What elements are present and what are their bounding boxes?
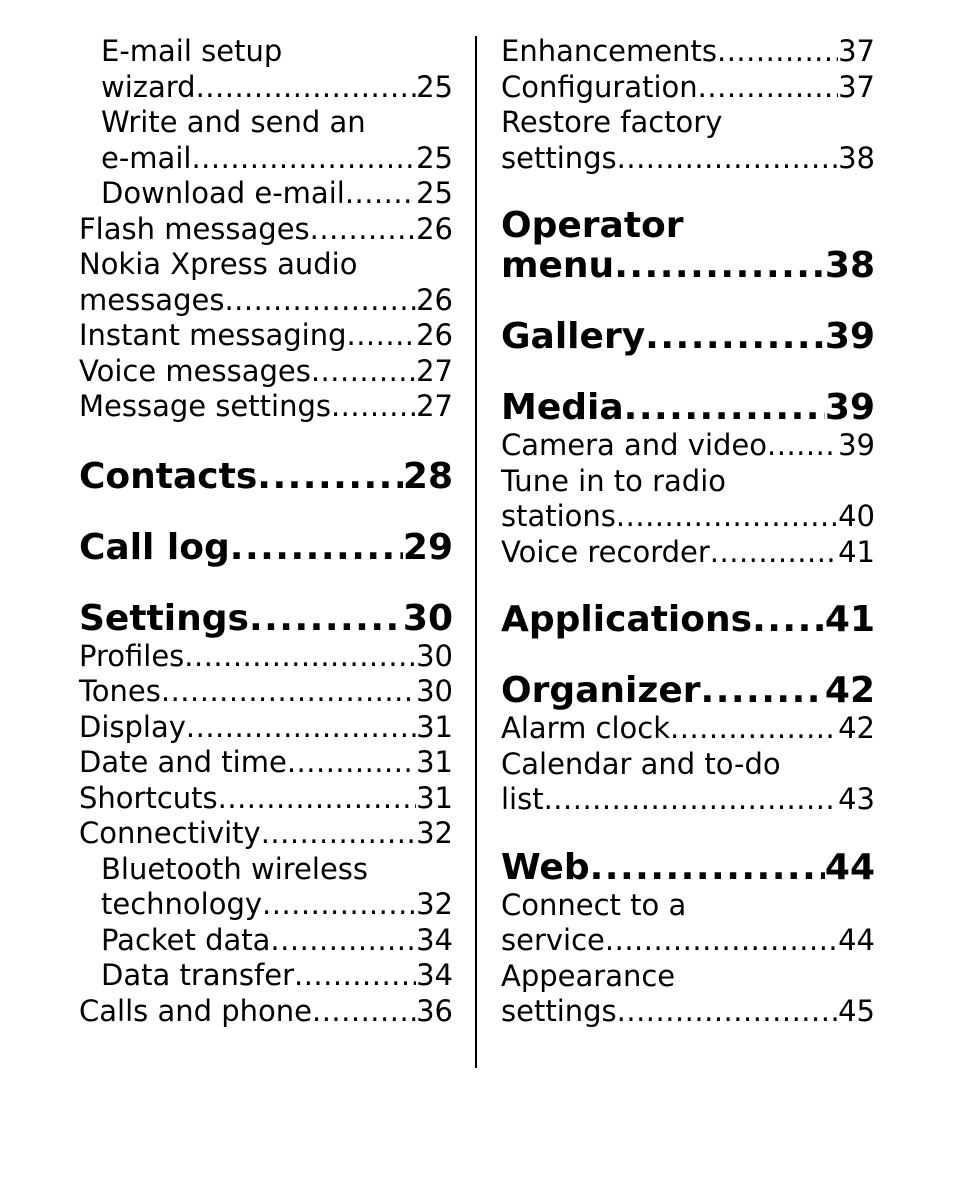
toc-entry-title-line: Appearance [501,958,676,993]
toc-entry-title: Calls and phone [79,993,312,1028]
toc-page-number: 34 [416,922,453,957]
toc-page-number: 39 [838,428,875,462]
dot-leader [310,212,416,248]
toc-page-number: 30 [416,638,453,673]
dot-leader [544,782,839,818]
toc-section-entry[interactable] [79,176,453,212]
toc-entry-title: Message settings [79,389,331,423]
dot-leader [287,745,416,781]
toc-page-number: 26 [416,282,453,317]
toc-entry-title: Connectivity [79,816,261,850]
toc-entry-leader-line [501,923,875,959]
toc-section-entry[interactable] [79,852,453,923]
toc-chapter-entry[interactable] [501,206,875,286]
toc-section-entry[interactable] [501,70,875,106]
toc-page-number: 26 [416,211,453,246]
dot-leader [752,600,825,640]
toc-entry-title: Settings [79,597,249,639]
toc-entry-title: Enhancements [501,34,717,68]
toc-entry-title: Shortcuts [79,780,218,815]
toc-page-number: 31 [416,780,453,815]
toc-section-entry[interactable] [79,354,453,390]
toc-page-number: 39 [824,316,875,357]
toc-chapter-entry[interactable] [501,671,875,711]
toc-entry-title: Web [501,846,590,888]
toc-entry-leader-line [501,499,875,535]
toc-entry-title: e-mail [101,140,192,175]
toc-page-number: 42 [824,670,875,711]
dot-leader [249,599,403,639]
toc-page-number: 34 [416,958,453,992]
toc-section-entry[interactable] [79,781,453,817]
toc-entry-title: list [501,782,544,816]
toc-page-number: 30 [402,597,453,639]
toc-section-entry[interactable] [79,816,453,852]
toc-entry-leader-line [79,212,453,248]
toc-page-number: 44 [838,923,875,957]
dot-leader [224,283,416,319]
toc-section-entry[interactable] [501,535,875,571]
toc-page-number: 37 [838,34,875,68]
toc-entry-title: Camera and video [501,428,768,462]
dot-leader [184,639,416,675]
toc-entry-title-line: Nokia Xpress audio [79,247,358,281]
toc-entry-title-line: Write and send an [101,105,366,139]
toc-entry-title: Display [79,709,186,744]
toc-entry-title: Gallery [501,316,646,357]
toc-section-entry[interactable] [501,34,875,70]
dot-leader [257,457,403,497]
toc-section-entry[interactable] [79,923,453,959]
toc-entry-leader-line [101,887,453,923]
toc-entry-leader-line [501,70,875,106]
toc-entry-leader-line [501,782,875,818]
toc-entry-title: Applications [501,599,753,640]
dot-leader [311,354,416,390]
toc-entry-title: Contacts [79,455,258,497]
toc-entry-title: Organizer [501,670,701,711]
toc-page-number: 25 [416,69,453,104]
toc-entry-leader-line [501,994,875,1030]
toc-entry-leader-line [501,141,875,177]
dot-leader [331,389,416,425]
toc-section-entry[interactable] [79,958,453,994]
toc-chapter-entry[interactable] [501,848,875,888]
dot-leader [767,428,838,464]
toc-entry-leader-line [501,246,875,286]
dot-leader [230,528,403,568]
toc-entry-leader-line [79,528,453,568]
dot-leader [218,781,416,817]
toc-entry-title-line: Operator [501,205,684,246]
toc-entry-leader-line [79,816,453,852]
toc-entry-title: stations [501,499,616,533]
column-divider [475,36,477,1068]
toc-entry-title: Voice recorder [501,534,710,569]
toc-entry-leader-line [79,599,453,639]
toc-entry-leader-line [79,354,453,390]
toc-section-entry[interactable] [79,710,453,746]
toc-entry-title: wizard [101,69,196,104]
dot-leader [624,388,825,428]
dot-leader [191,141,416,177]
toc-section-entry[interactable] [501,711,875,747]
toc-entry-title: Call log [79,526,230,568]
dot-leader [605,923,838,959]
toc-section-entry[interactable] [79,389,453,425]
toc-section-entry[interactable] [79,318,453,354]
dot-leader [616,499,838,535]
toc-page-number: 41 [838,534,875,569]
toc-chapter-entry[interactable] [79,599,453,639]
toc-page-number: 41 [824,599,875,640]
dot-leader [645,317,825,357]
toc-page-number: 36 [416,993,453,1028]
dot-leader [261,816,416,852]
dot-leader [710,535,838,571]
toc-entry-leader-line [79,283,453,319]
dot-leader [617,141,838,177]
toc-entry-title: messages [79,282,225,317]
dot-leader [590,848,825,888]
toc-entry-title: Data transfer [101,958,294,992]
toc-entry-title: Voice messages [79,353,311,388]
toc-entry-title: Packet data [101,922,271,957]
toc-chapter-entry[interactable] [501,600,875,640]
toc-section-entry[interactable] [79,105,453,176]
toc-section-entry[interactable] [501,747,875,818]
toc-page-number: 40 [838,499,875,533]
toc-entry-leader-line [79,674,453,710]
toc-entry-title: service [501,923,605,957]
toc-chapter-entry[interactable] [79,457,453,497]
toc-entry-leader-line [501,711,875,747]
toc-page-number: 31 [416,709,453,744]
toc-page-number: 26 [416,318,453,352]
dot-leader [270,923,416,959]
toc-entry-title: Configuration [501,69,698,104]
toc-section-entry[interactable] [79,994,453,1030]
toc-entry-leader-line [501,671,875,711]
toc-page-number: 29 [402,526,453,568]
toc-section-entry[interactable] [501,105,875,176]
toc-page-number: 32 [416,816,453,850]
toc-entry-leader-line [79,457,453,497]
toc-section-entry[interactable] [501,428,875,464]
dot-leader [717,34,838,70]
toc-entry-title: Profiles [79,638,185,673]
toc-entry-leader-line [101,923,453,959]
toc-section-entry[interactable] [79,745,453,781]
toc-entry-leader-line [501,317,875,357]
toc-entry-leader-line [501,34,875,70]
dot-leader [670,711,838,747]
toc-entry-leader-line [101,958,453,994]
toc-left-column [79,34,453,1029]
toc-page-number: 42 [838,711,875,745]
toc-section-entry[interactable] [79,674,453,710]
toc-page-number: 25 [416,140,453,175]
toc-entry-leader-line [101,176,453,212]
toc-entry-title: Alarm clock [501,711,671,745]
dot-leader [312,994,416,1030]
toc-entry-leader-line [79,639,453,675]
toc-chapter-entry[interactable] [79,528,453,568]
toc-entry-title: settings [501,994,617,1028]
toc-entry-title-line: Bluetooth wireless [101,851,369,886]
toc-page-number: 27 [416,353,453,388]
toc-page-number: 30 [416,674,453,708]
toc-page-number: 39 [824,387,875,428]
toc-page-number: 31 [416,745,453,779]
toc-page-number: 25 [416,176,453,210]
dot-leader [294,958,416,994]
toc-entry-title: technology [101,887,263,921]
toc-entry-leader-line [79,745,453,781]
toc-entry-leader-line [79,318,453,354]
toc-entry-leader-line [79,710,453,746]
toc-entry-title-line: E-mail setup [101,34,283,68]
toc-section-entry[interactable] [79,34,453,105]
toc-page-number: 32 [416,887,453,921]
toc-entry-title: settings [501,140,617,175]
toc-section-entry[interactable] [501,888,875,959]
dot-leader [345,176,416,212]
toc-entry-leader-line [501,388,875,428]
toc-chapter-entry[interactable] [501,317,875,357]
dot-leader [701,671,825,711]
toc-entry-leader-line [501,535,875,571]
toc-entry-leader-line [79,389,453,425]
toc-entry-title: Download e-mail [101,176,345,210]
toc-entry-leader-line [101,70,453,106]
toc-section-entry[interactable] [79,212,453,248]
toc-entry-leader-line [501,600,875,640]
dot-leader [262,887,416,923]
toc-entry-title-line: Restore factory [501,105,723,139]
toc-entry-leader-line [101,141,453,177]
toc-entry-title: Instant messaging [79,318,347,352]
toc-entry-title: menu [501,245,615,286]
dot-leader [186,710,416,746]
dot-leader [347,318,417,354]
toc-entry-title: Tones [79,674,161,708]
toc-page-number: 37 [838,69,875,104]
toc-entry-leader-line [501,848,875,888]
dot-leader [614,246,825,286]
toc-page-number: 27 [416,389,453,423]
dot-leader [698,70,838,106]
toc-entry-title: Flash messages [79,211,310,246]
toc-entry-title-line: Tune in to radio [501,463,727,498]
toc-entry-title-line: Connect to a [501,887,687,922]
toc-entry-title: Media [501,387,624,428]
dot-leader [161,674,416,710]
toc-page-number: 28 [402,455,453,497]
toc-entry-title: Date and time [79,745,287,779]
toc-entry-title-line: Calendar and to-do [501,746,781,781]
toc-section-entry[interactable] [501,959,875,1030]
toc-entry-leader-line [501,428,875,464]
dot-leader [196,70,417,106]
toc-section-entry[interactable] [501,464,875,535]
toc-page-number: 38 [824,245,875,286]
toc-page-number: 43 [838,782,875,816]
dot-leader [617,994,838,1030]
toc-entry-leader-line [79,994,453,1030]
toc-right-column [501,34,875,1030]
toc-section-entry[interactable] [79,247,453,318]
toc-page-number: 44 [824,846,875,888]
toc-section-entry[interactable] [79,639,453,675]
toc-page-number: 38 [838,140,875,175]
toc-page-number: 45 [838,994,875,1028]
toc-entry-leader-line [79,781,453,817]
toc-chapter-entry[interactable] [501,388,875,428]
